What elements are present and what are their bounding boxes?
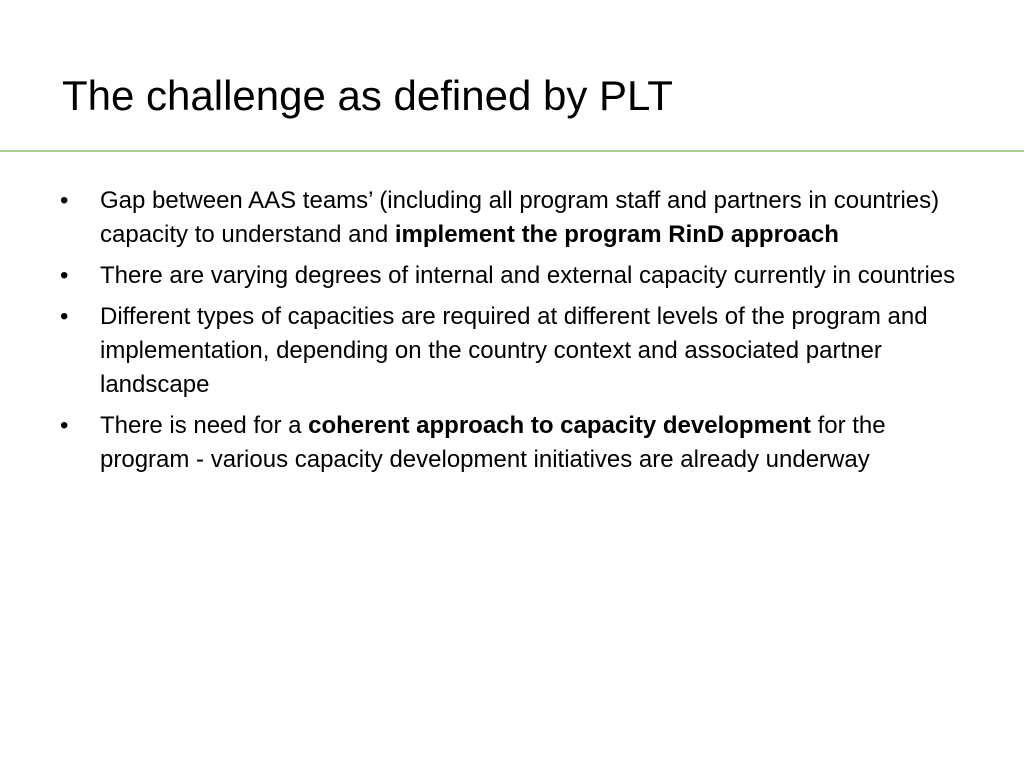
slide-title: The challenge as defined by PLT — [62, 72, 673, 119]
bullet-marker: • — [60, 187, 69, 214]
bullet-text-emphasis: coherent approach to capacity development — [308, 412, 811, 439]
bullet-marker: • — [60, 412, 69, 439]
title-divider — [0, 150, 1024, 152]
bullet-text-part: for the program - various capacity development initiatives are already underway — [100, 412, 886, 473]
bullet-text — [100, 262, 955, 289]
bullet-item — [60, 259, 970, 293]
bullet-marker: • — [60, 262, 69, 289]
bullet-text-part: Gap between AAS teams’ (including all program staff and partners in countries) capacity to understand and — [100, 187, 940, 248]
bullet-text — [100, 412, 886, 473]
bullet-text — [100, 303, 928, 398]
bullet-text-part: Different types of capacities are required at different levels of the program and implementation, depending on the country context and associated partner landscape — [100, 303, 928, 398]
bullet-item — [60, 184, 970, 252]
bullet-item — [60, 300, 970, 402]
bullet-item — [60, 409, 970, 477]
bullet-text — [100, 187, 939, 248]
bullet-marker: • — [60, 303, 69, 330]
bullet-text-part: There are varying degrees of internal and external capacity currently in countries — [100, 262, 956, 289]
bullet-text-part: There is need for a — [100, 412, 309, 439]
bullet-text-emphasis: implement the program RinD approach — [394, 221, 839, 248]
bullet-list — [60, 184, 970, 484]
